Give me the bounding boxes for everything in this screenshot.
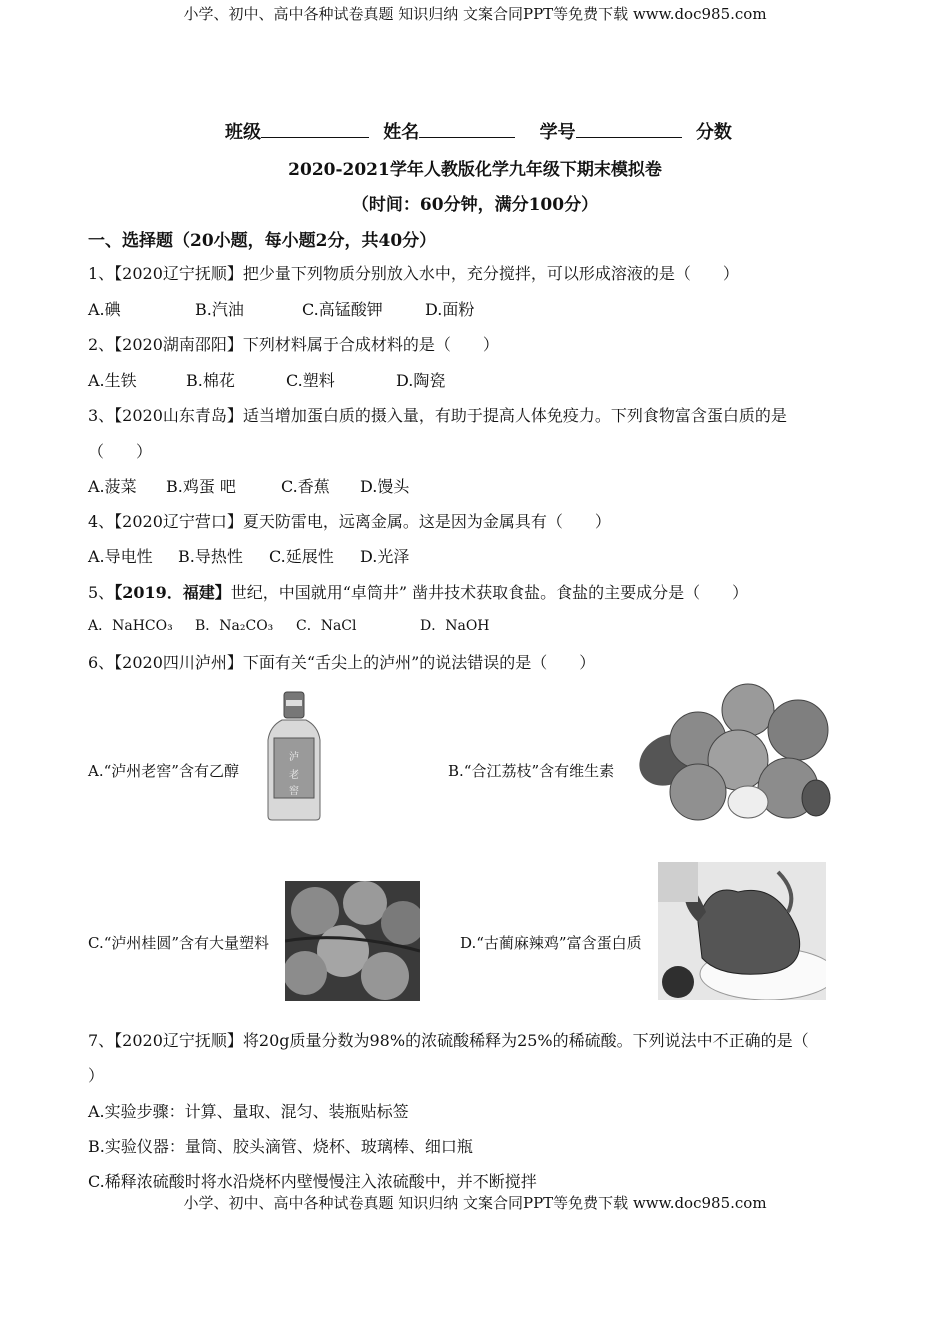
q3-option-a[interactable]: A.菠菜 (88, 477, 137, 496)
section-heading: 一、选择题（20小题，每小题2分，共40分） (88, 231, 437, 251)
q7-option-b[interactable]: B.实验仪器：量筒、胶头滴管、烧杯、玻璃棒、细口瓶 (88, 1137, 473, 1156)
q2-option-b[interactable]: B.棉花 (186, 371, 235, 390)
name-label: 姓名 (383, 122, 420, 143)
q7-option-a[interactable]: A.实验步骤：计算、量取、混匀、装瓶贴标签 (88, 1102, 409, 1121)
svg-text:老: 老 (289, 770, 299, 781)
q6-option-a[interactable]: A.“泸州老窖”含有乙醇 (88, 762, 239, 780)
question-3-paren: （ ） (88, 442, 153, 461)
q5-number: 5、 (88, 583, 115, 602)
q3-option-b[interactable]: B.鸡蛋 吧 (166, 477, 236, 496)
question-7-paren: ） (88, 1066, 105, 1085)
page-header: 小学、初中、高中各种试卷真题 知识归纳 文案合同PPT等免费下载 www.doc985.com (183, 5, 767, 23)
class-blank[interactable] (261, 120, 369, 138)
q1-option-a[interactable]: A.碘 (88, 300, 121, 319)
name-blank[interactable] (419, 120, 515, 138)
q4-option-b[interactable]: B.导热性 (178, 547, 243, 566)
q5-option-a[interactable]: A．NaHCO₃ (88, 618, 173, 634)
q6-option-b[interactable]: B.“合江荔枝”含有维生素 (448, 762, 615, 780)
q1-option-c[interactable]: C.高锰酸钾 (302, 300, 383, 319)
q5-option-c[interactable]: C．NaCl (296, 618, 357, 634)
q4-option-a[interactable]: A.导电性 (88, 547, 153, 566)
lychee-image (638, 680, 834, 830)
score-label: 分数 (695, 122, 732, 143)
svg-text:泸: 泸 (289, 752, 299, 763)
question-1-text: 1、【2020辽宁抚顺】把少量下列物质分别放入水中，充分搅拌，可以形成溶液的是（ ） (88, 264, 739, 283)
q1-option-d[interactable]: D.面粉 (425, 300, 475, 319)
liquor-bottle-image (264, 690, 324, 822)
question-7-text: 7、【2020辽宁抚顺】将20g质量分数为98%的浓硫酸稀释为25%的稀硫酸。下列说法中不正确的是（ (88, 1031, 809, 1050)
q4-option-c[interactable]: C.延展性 (269, 547, 334, 566)
class-label: 班级 (225, 122, 261, 143)
page-footer: 小学、初中、高中各种试卷真题 知识归纳 文案合同PPT等免费下载 www.doc985.com (183, 1194, 767, 1212)
q6-option-d[interactable]: D.“古蔺麻辣鸡”富含蛋白质 (460, 934, 642, 952)
q4-option-d[interactable]: D.光泽 (360, 547, 410, 566)
q1-option-b[interactable]: B.汽油 (195, 300, 244, 319)
question-6-text: 6、【2020四川泸州】下面有关“舌尖上的泸州”的说法错误的是（ ） (88, 653, 596, 672)
number-label: 学号 (539, 122, 576, 143)
question-5-text (88, 580, 748, 603)
page-title: 2020-2021学年人教版化学九年级下期末模拟卷 (288, 160, 662, 180)
q5-source: 【2019．福建】 (114, 583, 231, 602)
q3-option-d[interactable]: D.馒头 (360, 477, 410, 496)
student-info-line (225, 118, 732, 144)
q2-option-a[interactable]: A.生铁 (88, 371, 137, 390)
longan-image (285, 881, 420, 1001)
q2-option-d[interactable]: D.陶瓷 (396, 371, 446, 390)
q5-option-b[interactable]: B．Na₂CO₃ (195, 618, 274, 634)
chicken-image (658, 862, 826, 1000)
question-3-text: 3、【2020山东青岛】适当增加蛋白质的摄入量，有助于提高人体免疫力。下列食物富含蛋白质的是 (88, 406, 787, 425)
svg-text:窖: 窖 (289, 786, 299, 797)
q2-option-c[interactable]: C.塑料 (286, 371, 335, 390)
q7-option-c[interactable]: C.稀释浓硫酸时将水沿烧杯内壁慢慢注入浓硫酸中，并不断搅拌 (88, 1172, 537, 1191)
q5-option-d[interactable]: D．NaOH (420, 618, 490, 634)
question-2-text: 2、【2020湖南邵阳】下列材料属于合成材料的是（ ） (88, 335, 499, 354)
q5-body: 世纪，中国就用“卓筒井” 凿井技术获取食盐。食盐的主要成分是（ ） (230, 583, 749, 602)
page-subtitle: （时间：60分钟，满分100分） (351, 195, 599, 215)
q6-option-c[interactable]: C.“泸州桂圆”含有大量塑料 (88, 934, 270, 952)
question-4-text: 4、【2020辽宁营口】夏天防雷电，远离金属。这是因为金属具有（ ） (88, 512, 611, 531)
q3-option-c[interactable]: C.香蕉 (281, 477, 330, 496)
number-blank[interactable] (576, 120, 682, 138)
